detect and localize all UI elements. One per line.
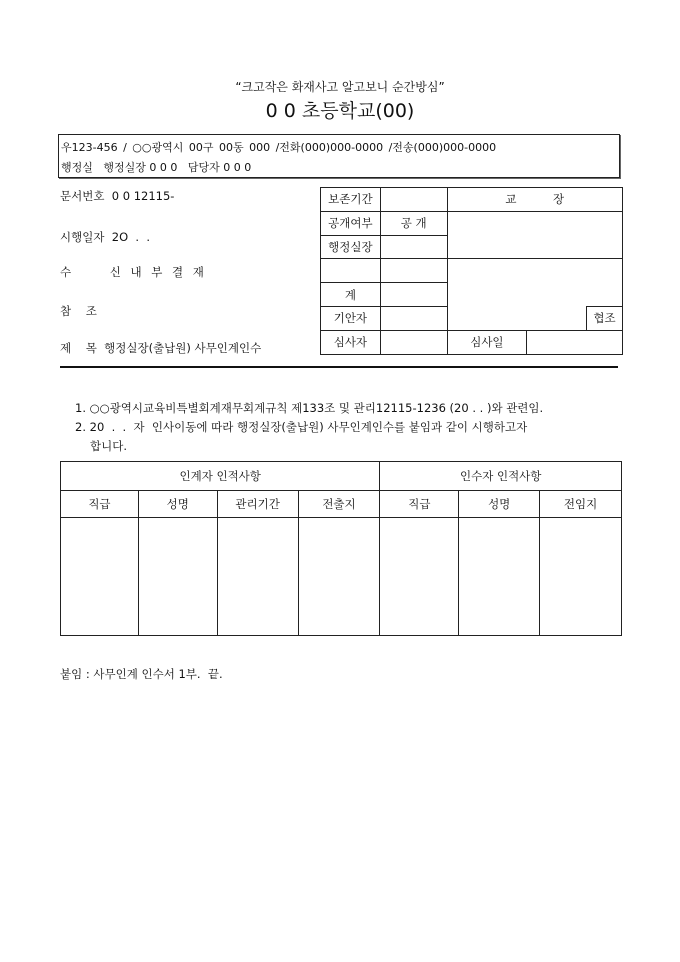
column-header: 성명 — [138, 491, 217, 518]
attachment-note: 붙임 : 사무인계 인수서 1부. 끝. — [60, 667, 223, 681]
handover-table — [60, 461, 622, 636]
page-title: 0 0 초등학교(00) — [265, 100, 415, 122]
reference: 참 조 — [60, 304, 97, 318]
subject: 제 목 행정실장(출납원) 사무인계인수 — [60, 341, 262, 355]
blank-sign — [380, 259, 447, 283]
principal-label: 교 장 — [447, 188, 622, 212]
body-item-1: 1. ○○광역시교육비특별회계재무회계규칙 제133조 및 관리12115-1236 (20 . . )와 관련임. — [75, 401, 544, 415]
column-header: 관리기간 — [217, 491, 298, 518]
cooperation-area — [447, 259, 587, 330]
drafter-label: 기안자 — [321, 306, 381, 330]
review-date-label: 심사일 — [447, 330, 527, 354]
column-header: 직급 — [61, 491, 139, 518]
gye-sign — [380, 283, 447, 307]
principal-sign — [447, 211, 622, 259]
cooperation-label: 협조 — [587, 306, 623, 330]
department-line: 행정실 행정실장 0 0 0 담당자 0 0 0 — [61, 161, 252, 174]
address-box — [58, 134, 620, 178]
body-item-2: 2. 20 . . 자 인사이동에 따라 행정실장(출납원) 사무인계인수를 붙임과 같이 시행하고자 — [75, 420, 528, 434]
column-header: 전출지 — [298, 491, 380, 518]
cooperation-blank — [587, 259, 623, 307]
review-date-value — [527, 330, 623, 354]
takeover-group-header: 인수자 인적사항 — [380, 462, 622, 491]
body-item-2-cont: 합니다. — [90, 439, 127, 453]
divider-rule — [60, 366, 618, 368]
enforcement-date: 시행일자 2O . . — [60, 230, 151, 244]
recipient: 수 신 내 부 결 재 — [60, 265, 204, 279]
gye-label: 계 — [321, 283, 381, 307]
table-row — [61, 518, 622, 636]
reviewer-sign — [380, 330, 447, 354]
column-header: 직급 — [380, 491, 459, 518]
retention-label: 보존기간 — [321, 188, 381, 212]
slogan: “크고작은 화재사고 알고보니 순간방심” — [235, 80, 445, 94]
address-line: 우123-456 / ○○광역시 00구 00동 000 /전화(000)000-0000 /전송(000)000-0000 — [61, 141, 497, 154]
handover-group-header: 인계자 인적사항 — [61, 462, 380, 491]
admin-head-label: 행정실장 — [321, 235, 381, 259]
blank-label — [321, 259, 381, 283]
disclosure-label: 공개여부 — [321, 211, 381, 235]
admin-head-sign — [380, 235, 447, 259]
approval-table — [320, 187, 623, 355]
drafter-sign — [380, 306, 447, 330]
column-header: 성명 — [459, 491, 540, 518]
column-header: 전임지 — [540, 491, 622, 518]
document-number: 문서번호 0 0 12115- — [60, 189, 175, 203]
reviewer-label: 심사자 — [321, 330, 381, 354]
retention-value — [380, 188, 447, 212]
disclosure-value: 공 개 — [380, 211, 447, 235]
